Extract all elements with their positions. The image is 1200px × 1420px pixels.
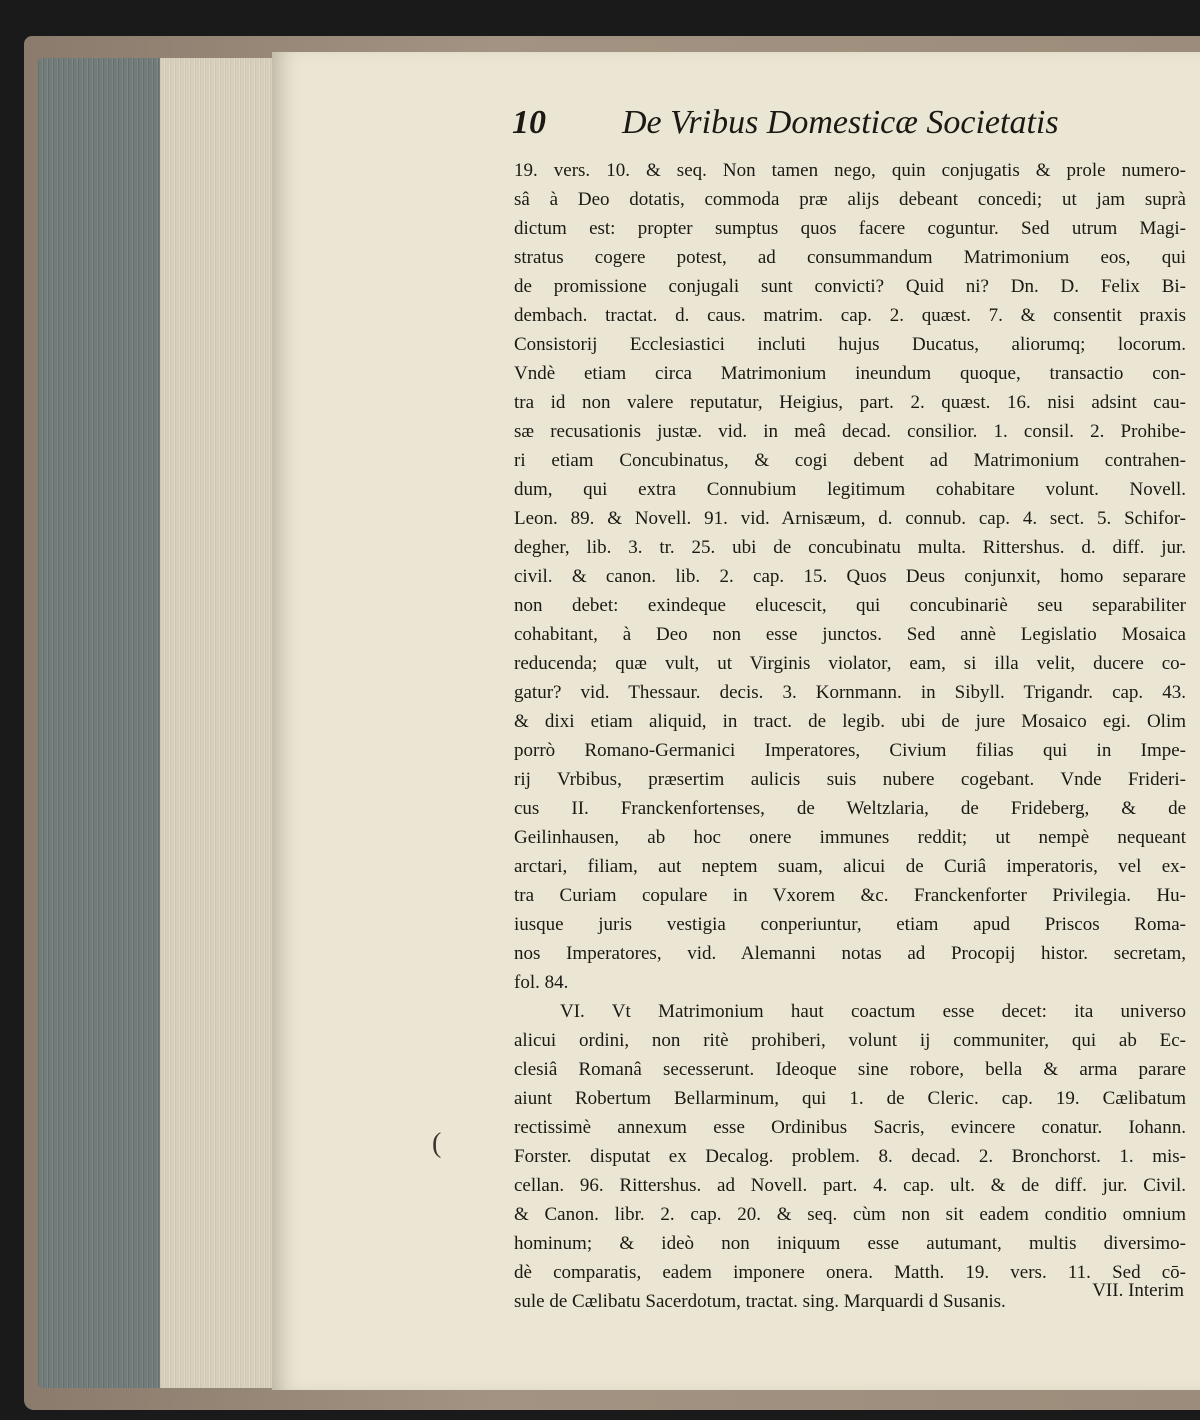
text-line: cus II. Franckenfortenses, de Weltzlaria, de Frideberg, & de	[514, 798, 1186, 819]
text-line: Geilinhausen, ab hoc onere immunes reddit; ut nempè nequeant	[514, 827, 1186, 848]
text-line: Forster. disputat ex Decalog. problem. 8. decad. 2. Bronchorst. 1. mis-	[514, 1146, 1186, 1167]
text-line: porrò Romano-Germanici Imperatores, Civium filias qui in Impe-	[514, 740, 1186, 761]
text-line: nos Imperatores, vid. Alemanni notas ad Procopij histor. secretam,	[514, 943, 1186, 964]
text-line: sæ recusationis justæ. vid. in meâ decad. consilior. 1. consil. 2. Prohibe-	[514, 421, 1186, 442]
text-line: arctari, filiam, aut neptem suam, alicui de Curiâ imperatoris, vel ex-	[514, 856, 1186, 877]
book-page	[272, 52, 1200, 1390]
text-line: tra Curiam copulare in Vxorem &c. Franckenforter Privilegia. Hu-	[514, 885, 1186, 906]
text-line: Vndè etiam circa Matrimonium ineundum quoque, transactio con-	[514, 363, 1186, 384]
text-line: & dixi etiam aliquid, in tract. de legib. ubi de jure Mosaico egi. Olim	[514, 711, 1186, 732]
body-text	[514, 156, 1186, 1316]
text-line: cohabitant, à Deo non esse junctos. Sed annè Legislatio Mosaica	[514, 624, 1186, 645]
page-number: 10	[512, 104, 546, 141]
running-title: De Vribus Domesticæ Societatis	[622, 104, 1059, 141]
text-line: dictum est: propter sumptus quos facere coguntur. Sed utrum Magi-	[514, 218, 1186, 239]
text-line: de promissione conjugali sunt convicti? Quid ni? Dn. D. Felix Bi-	[514, 276, 1186, 297]
text-line: iusque juris vestigia conperiuntur, etiam apud Priscos Roma-	[514, 914, 1186, 935]
text-line: reducenda; quæ vult, ut Virginis violator, eam, si illa velit, ducere co-	[514, 653, 1186, 674]
text-line: dè comparatis, eadem imponere onera. Matth. 19. vers. 11. Sed cō-	[514, 1262, 1186, 1283]
text-line: degher, lib. 3. tr. 25. ubi de concubinatu multa. Rittershus. d. diff. jur.	[514, 537, 1186, 558]
text-line: rij Vrbibus, præsertim aulicis suis nubere cogebant. Vnde Frideri-	[514, 769, 1186, 790]
page-edges-inner	[160, 58, 275, 1388]
text-line: & Canon. libr. 2. cap. 20. & seq. cùm non sit eadem conditio omnium	[514, 1204, 1186, 1225]
text-line: alicui ordini, non ritè prohiberi, volunt ij communiter, qui ab Ec-	[514, 1030, 1186, 1051]
text-line: Leon. 89. & Novell. 91. vid. Arnisæum, d. connub. cap. 4. sect. 5. Schifor-	[514, 508, 1186, 529]
text-line: 19. vers. 10. & seq. Non tamen nego, quin conjugatis & prole numero-	[514, 160, 1186, 181]
text-line: Consistorij Ecclesiastici incluti hujus Ducatus, aliorumq; locorum.	[514, 334, 1186, 355]
text-line: cellan. 96. Rittershus. ad Novell. part. 4. cap. ult. & de diff. jur. Civil.	[514, 1175, 1186, 1196]
margin-mark: (	[432, 1128, 442, 1159]
text-line: stratus cogere potest, ad consummandum Matrimonium eos, qui	[514, 247, 1186, 268]
text-line: rectissimè annexum esse Ordinibus Sacris, evincere conatur. Iohann.	[514, 1117, 1186, 1138]
text-line: dum, qui extra Connubium legitimum cohabitare volunt. Novell.	[514, 479, 1186, 500]
text-line: hominum; & ideò non iniquum esse autumant, multis diversimo-	[514, 1233, 1186, 1254]
text-line: clesiâ Romanâ secesserunt. Ideoque sine robore, bella & arma parare	[514, 1059, 1186, 1080]
text-line: gatur? vid. Thessaur. decis. 3. Kornmann. in Sibyll. Trigandr. cap. 43.	[514, 682, 1186, 703]
text-line: sule de Cælibatu Sacerdotum, tractat. sing. Marquardi d Susanis.	[514, 1291, 1006, 1312]
page-edges	[38, 58, 168, 1388]
text-line: sâ à Deo dotatis, commoda præ alijs debeant concedi; ut jam suprà	[514, 189, 1186, 210]
text-line: civil. & canon. lib. 2. cap. 15. Quos Deus conjunxit, homo separare	[514, 566, 1186, 587]
page-header	[512, 104, 1132, 156]
text-line: fol. 84.	[514, 972, 569, 993]
text-line: non debet: exindeque elucescit, qui concubinariè seu separabiliter	[514, 595, 1186, 616]
text-line: aiunt Robertum Bellarminum, qui 1. de Cleric. cap. 19. Cælibatum	[514, 1088, 1186, 1109]
text-line: ri etiam Concubinatus, & cogi debent ad Matrimonium contrahen-	[514, 450, 1186, 471]
paragraph-start-line: VI. Vt Matrimonium haut coactum esse decet: ita universo	[560, 1001, 1186, 1022]
text-line: dembach. tractat. d. caus. matrim. cap. 2. quæst. 7. & consentit praxis	[514, 305, 1186, 326]
text-line: tra id non valere reputatur, Heigius, part. 2. quæst. 16. nisi adsint cau-	[514, 392, 1186, 413]
catchword: VII. Interim	[1092, 1280, 1184, 1301]
